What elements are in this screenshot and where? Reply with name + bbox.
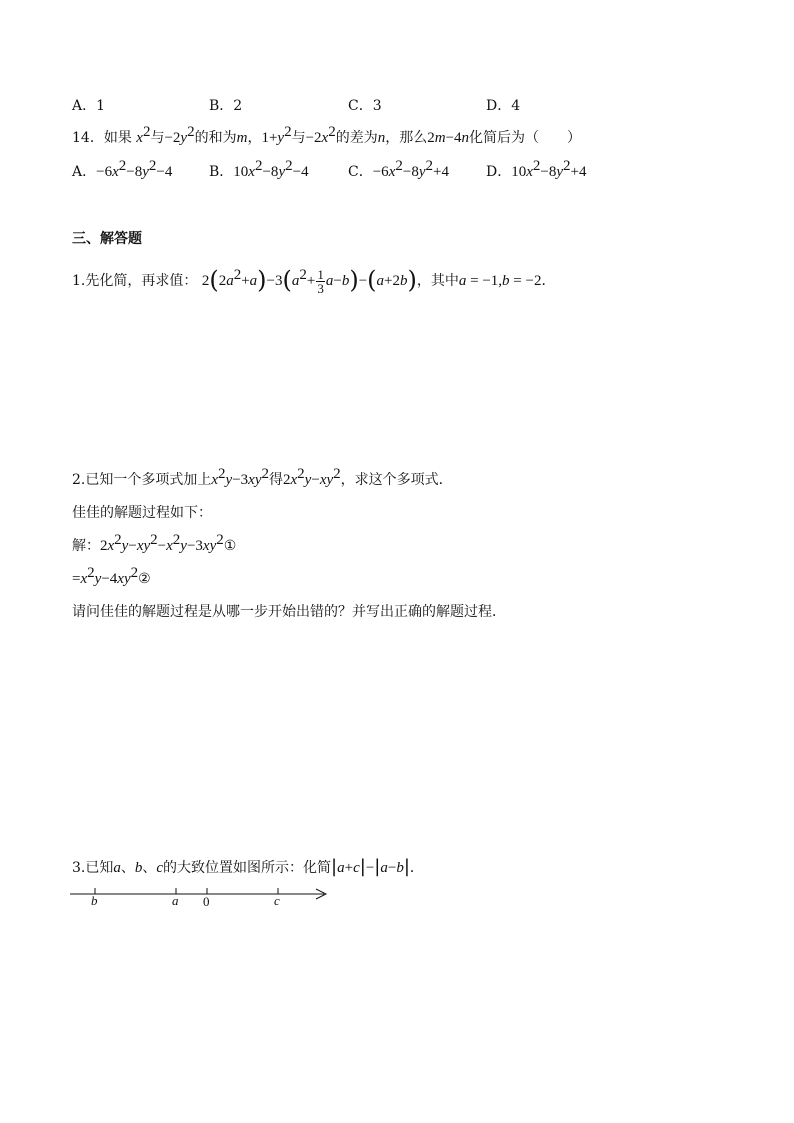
problem-2-step1: 解：$2x^2y-xy^2-x^2y-3xy^2①$ bbox=[72, 532, 237, 554]
q13-options bbox=[72, 96, 572, 116]
q14-number: 14． bbox=[72, 130, 104, 146]
math: $-2x^2$ bbox=[305, 124, 336, 146]
label-b: b bbox=[91, 893, 98, 908]
math: $x^2$ bbox=[136, 124, 151, 146]
math: $2x^2y-xy^2-x^2y-3xy^2$ bbox=[100, 532, 224, 554]
math: m bbox=[236, 130, 248, 146]
math: 2m−4n bbox=[427, 130, 470, 146]
label-a: a bbox=[172, 893, 179, 908]
math: $1+y^2$ bbox=[261, 124, 292, 146]
q13-option-c: C．3 bbox=[348, 98, 382, 114]
problem-2-statement: 2.已知一个多项式加上$x^2y-3xy^2$得$2x^2y-xy^2$，求这个多项式． bbox=[72, 466, 453, 488]
problem-2-question: 请问佳佳的解题过程是从哪一步开始出错的？并写出正确的解题过程． bbox=[72, 604, 506, 620]
math: $-2y^2$ bbox=[164, 124, 195, 146]
section-title: 三、解答题 bbox=[72, 231, 142, 247]
q14-option-b: B．$10x^2-8y^2-4$ bbox=[209, 158, 309, 180]
problem-2-step2: $=x^2y-4xy^2②$ bbox=[72, 565, 151, 587]
problem-3-statement: 3.已知a、b、c的大致位置如图所示：化简|a+c|−|a−b|． bbox=[72, 856, 424, 877]
q14-option-a: A．$-6x^2-8y^2-4$ bbox=[72, 158, 173, 180]
q14-options bbox=[72, 158, 632, 184]
math: n bbox=[377, 130, 386, 146]
q14-stem: 14．如果 $x^2$与$-2y^2$的和为m，$1+y^2$与$-2x^2$的差为n，那么2m−4n化简后为（ ） bbox=[72, 124, 582, 146]
math: $x^2y-3xy^2$ bbox=[211, 466, 269, 488]
q13-option-a: A．1 bbox=[72, 98, 106, 114]
number-line bbox=[66, 884, 336, 914]
problem-2-line2: 佳佳的解题过程如下： bbox=[72, 505, 212, 521]
q13-option-b: B．2 bbox=[209, 98, 243, 114]
problem-1: 1.先化简，再求值： $2(2a^2+a)-3(a^2+$ $\frac{1}{3}$ a−b)−(a+2b)，其中a = −1,b = −2． bbox=[72, 266, 556, 297]
math: $2x^2y-xy^2$ bbox=[283, 466, 341, 488]
label-zero: 0 bbox=[203, 894, 210, 909]
q14-option-d: D．$10x^2-8y^2+4$ bbox=[486, 158, 587, 180]
given-values: a = −1,b = −2 bbox=[458, 273, 542, 289]
math: |a+c|−|a−b| bbox=[331, 856, 410, 877]
label-c: c bbox=[274, 893, 280, 908]
math: $=x^2y-4xy^2$ bbox=[72, 565, 139, 587]
expression-1: $2(2a^2+a)-3(a^2+$ $\frac{1}{3}$ a−b)−(a+2b) bbox=[201, 266, 417, 297]
q14-option-c: C．$-6x^2-8y^2+4$ bbox=[348, 158, 449, 180]
q13-option-d: D．4 bbox=[486, 98, 521, 114]
